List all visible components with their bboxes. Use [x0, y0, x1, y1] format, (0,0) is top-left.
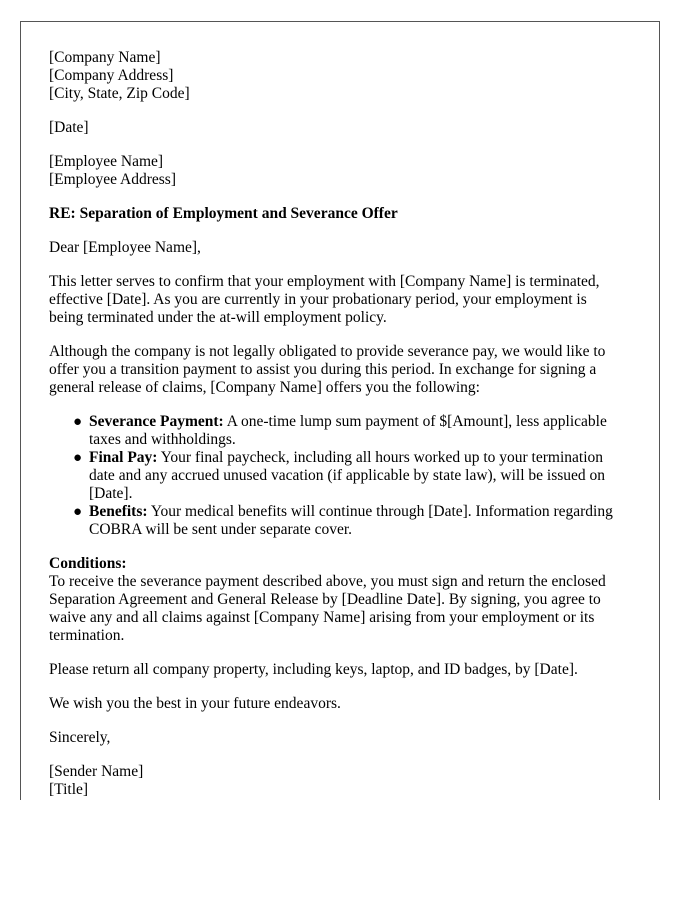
paragraph-line: This letter serves to confirm that your employment with [Company Name] is terminated,: [49, 273, 600, 290]
sender-block: [49, 49, 659, 103]
sender-title: [Title]: [49, 781, 89, 798]
valediction-block: [49, 729, 659, 747]
item-label: Final Pay:: [89, 449, 158, 466]
signature-block: [49, 763, 659, 799]
item-label: Severance Payment:: [89, 413, 224, 430]
conditions-line: termination.: [49, 627, 125, 644]
sender-city-state-zip: [City, State, Zip Code]: [49, 85, 190, 102]
closing-wish-text: We wish you the best in your future endeavors.: [49, 695, 341, 712]
conditions-line: Separation Agreement and General Release by [Deadline Date]. By signing, you agree to: [49, 591, 601, 608]
conditions-heading: Conditions:: [49, 555, 127, 572]
conditions-section: [49, 555, 659, 645]
item-text: date and any accrued unused vacation (if applicable by state law), will be issued on: [89, 467, 606, 484]
property-return-paragraph: [49, 661, 659, 679]
paragraph-line: offer you a transition payment to assist you during this period. In exchange for signing a: [49, 361, 597, 378]
item-text: Your medical benefits will continue through [Date]. Information regarding: [147, 503, 613, 520]
sender-company-name: [Company Name]: [49, 49, 161, 66]
date-block: [49, 119, 659, 137]
list-item: [73, 449, 659, 503]
subject-block: [49, 205, 659, 223]
paragraph-line: Although the company is not legally obligated to provide severance pay, we would like to: [49, 343, 606, 360]
property-return-text: Please return all company property, including keys, laptop, and ID badges, by [Date].: [49, 661, 578, 678]
item-text: A one-time lump sum payment of $[Amount], less applicable: [223, 413, 607, 430]
item-text: taxes and withholdings.: [89, 431, 236, 448]
sender-name: [Sender Name]: [49, 763, 144, 780]
closing-wish-paragraph: [49, 695, 659, 713]
conditions-line: waive any and all claims against [Company Name] arising from your employment or its: [49, 609, 595, 626]
bullet-icon: ●: [73, 450, 83, 466]
subject-line: RE: Separation of Employment and Severance Offer: [49, 205, 398, 222]
paragraph-line: general release of claims, [Company Name] offers you the following:: [49, 379, 480, 396]
offer-list: [49, 413, 659, 539]
salutation: Dear [Employee Name],: [49, 239, 201, 256]
sender-company-address: [Company Address]: [49, 67, 174, 84]
bullet-icon: ●: [73, 504, 83, 520]
list-item: [73, 503, 659, 539]
recipient-address: [Employee Address]: [49, 171, 176, 188]
paragraph-termination: [49, 273, 659, 327]
item-label: Benefits:: [89, 503, 148, 520]
recipient-name: [Employee Name]: [49, 153, 164, 170]
paragraph-line: being terminated under the at-will employment policy.: [49, 309, 387, 326]
valediction: Sincerely,: [49, 729, 111, 746]
list-item: [73, 413, 659, 449]
recipient-block: [49, 153, 659, 189]
salutation-block: [49, 239, 659, 257]
item-text: [Date].: [89, 485, 133, 502]
conditions-line: To receive the severance payment described above, you must sign and return the enclosed: [49, 573, 606, 590]
bullet-icon: ●: [73, 414, 83, 430]
letter-page: [20, 21, 660, 800]
item-text: Your final paycheck, including all hours worked up to your termination: [157, 449, 604, 466]
paragraph-severance-intro: [49, 343, 659, 397]
paragraph-line: effective [Date]. As you are currently in your probationary period, your employment is: [49, 291, 587, 308]
item-text: COBRA will be sent under separate cover.: [89, 521, 353, 538]
letter-date: [Date]: [49, 119, 89, 136]
